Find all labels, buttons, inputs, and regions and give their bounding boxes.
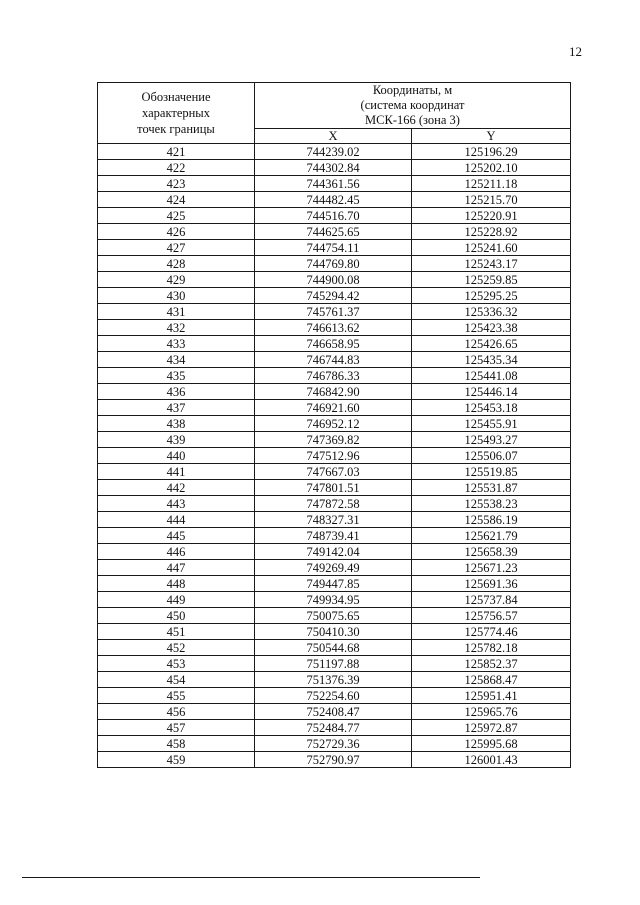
x-coordinate-cell: 749447.85: [255, 576, 412, 592]
point-id-cell: 428: [98, 256, 255, 272]
point-id-cell: 447: [98, 560, 255, 576]
point-id-cell: 435: [98, 368, 255, 384]
y-coordinate-cell: 125756.57: [412, 608, 571, 624]
point-id-cell: 459: [98, 752, 255, 768]
y-coordinate-cell: 125951.41: [412, 688, 571, 704]
point-id-cell: 421: [98, 144, 255, 160]
table-row: [98, 704, 571, 720]
x-coordinate-cell: 752254.60: [255, 688, 412, 704]
y-coordinate-cell: 125228.92: [412, 224, 571, 240]
y-coordinate-cell: 125691.36: [412, 576, 571, 592]
point-id-cell: 450: [98, 608, 255, 624]
table-row: [98, 352, 571, 368]
y-coordinate-cell: 125995.68: [412, 736, 571, 752]
y-coordinate-cell: 125435.34: [412, 352, 571, 368]
point-id-cell: 438: [98, 416, 255, 432]
y-coordinate-cell: 125220.91: [412, 208, 571, 224]
table-row: [98, 192, 571, 208]
table-row: [98, 624, 571, 640]
page-number: 12: [569, 44, 582, 59]
x-coordinate-cell: 744302.84: [255, 160, 412, 176]
y-coordinate-cell: 125586.19: [412, 512, 571, 528]
point-id-cell: 455: [98, 688, 255, 704]
x-coordinate-cell: 744361.56: [255, 176, 412, 192]
table-row: [98, 160, 571, 176]
y-coordinate-cell: 125455.91: [412, 416, 571, 432]
x-coordinate-cell: 746658.95: [255, 336, 412, 352]
y-coordinate-cell: 125621.79: [412, 528, 571, 544]
x-coordinate-cell: 744516.70: [255, 208, 412, 224]
y-coordinate-cell: 125446.14: [412, 384, 571, 400]
point-id-cell: 430: [98, 288, 255, 304]
x-coordinate-cell: 746952.12: [255, 416, 412, 432]
table-row: [98, 432, 571, 448]
y-coordinate-cell: 125441.08: [412, 368, 571, 384]
y-coordinate-cell: 125215.70: [412, 192, 571, 208]
table-header: [98, 83, 571, 144]
table-row: [98, 144, 571, 160]
x-coordinate-cell: 748739.41: [255, 528, 412, 544]
point-id-cell: 425: [98, 208, 255, 224]
y-coordinate-cell: 125295.25: [412, 288, 571, 304]
y-coordinate-cell: 126001.43: [412, 752, 571, 768]
x-coordinate-cell: 744239.02: [255, 144, 412, 160]
y-coordinate-cell: 125852.37: [412, 656, 571, 672]
y-coordinate-cell: 125868.47: [412, 672, 571, 688]
x-coordinate-cell: 747512.96: [255, 448, 412, 464]
table-row: [98, 320, 571, 336]
table-row: [98, 496, 571, 512]
header-coordinates: [255, 83, 571, 129]
y-coordinate-cell: 125531.87: [412, 480, 571, 496]
point-id-cell: 457: [98, 720, 255, 736]
y-coordinate-cell: 125241.60: [412, 240, 571, 256]
y-coordinate-cell: 125243.17: [412, 256, 571, 272]
x-coordinate-cell: 752790.97: [255, 752, 412, 768]
point-id-cell: 458: [98, 736, 255, 752]
point-id-cell: 453: [98, 656, 255, 672]
point-id-cell: 446: [98, 544, 255, 560]
y-coordinate-cell: 125782.18: [412, 640, 571, 656]
table-body: [98, 144, 571, 768]
y-coordinate-cell: 125506.07: [412, 448, 571, 464]
table-row: [98, 208, 571, 224]
header-coordinates-label: Координаты, м (система координат МСК-166 (зона 3): [360, 83, 465, 127]
x-coordinate-cell: 751197.88: [255, 656, 412, 672]
table-row: [98, 336, 571, 352]
x-coordinate-cell: 746921.60: [255, 400, 412, 416]
point-id-cell: 440: [98, 448, 255, 464]
x-coordinate-cell: 750075.65: [255, 608, 412, 624]
y-coordinate-cell: 125423.38: [412, 320, 571, 336]
table-row: [98, 480, 571, 496]
x-coordinate-cell: 747369.82: [255, 432, 412, 448]
table-row: [98, 688, 571, 704]
point-id-cell: 456: [98, 704, 255, 720]
x-coordinate-cell: 745761.37: [255, 304, 412, 320]
x-coordinate-cell: 752408.47: [255, 704, 412, 720]
point-id-cell: 437: [98, 400, 255, 416]
table-row: [98, 560, 571, 576]
point-id-cell: 432: [98, 320, 255, 336]
header-points-label: Обозначение характерных точек границы: [137, 90, 215, 136]
table-row: [98, 592, 571, 608]
x-coordinate-cell: 749934.95: [255, 592, 412, 608]
point-id-cell: 443: [98, 496, 255, 512]
x-coordinate-cell: 751376.39: [255, 672, 412, 688]
table-row: [98, 224, 571, 240]
point-id-cell: 449: [98, 592, 255, 608]
point-id-cell: 422: [98, 160, 255, 176]
point-id-cell: 441: [98, 464, 255, 480]
point-id-cell: 442: [98, 480, 255, 496]
y-coordinate-cell: 125538.23: [412, 496, 571, 512]
x-coordinate-cell: 748327.31: [255, 512, 412, 528]
header-y: Y: [412, 129, 571, 144]
table-row: [98, 672, 571, 688]
table-row: [98, 752, 571, 768]
table-row: [98, 544, 571, 560]
x-coordinate-cell: 744754.11: [255, 240, 412, 256]
point-id-cell: 434: [98, 352, 255, 368]
table-row: [98, 304, 571, 320]
x-coordinate-cell: 750410.30: [255, 624, 412, 640]
table-row: [98, 464, 571, 480]
x-coordinate-cell: 747667.03: [255, 464, 412, 480]
x-coordinate-cell: 746613.62: [255, 320, 412, 336]
y-coordinate-cell: 125737.84: [412, 592, 571, 608]
table-row: [98, 448, 571, 464]
footer-rule: [22, 877, 480, 878]
table-row: [98, 720, 571, 736]
x-coordinate-cell: 752729.36: [255, 736, 412, 752]
point-id-cell: 423: [98, 176, 255, 192]
table-row: [98, 272, 571, 288]
point-id-cell: 427: [98, 240, 255, 256]
table-row: [98, 736, 571, 752]
y-coordinate-cell: 125259.85: [412, 272, 571, 288]
table-row: [98, 288, 571, 304]
table-row: [98, 416, 571, 432]
point-id-cell: 454: [98, 672, 255, 688]
point-id-cell: 429: [98, 272, 255, 288]
point-id-cell: 436: [98, 384, 255, 400]
point-id-cell: 431: [98, 304, 255, 320]
y-coordinate-cell: 125196.29: [412, 144, 571, 160]
table-row: [98, 528, 571, 544]
table-row: [98, 384, 571, 400]
x-coordinate-cell: 749269.49: [255, 560, 412, 576]
y-coordinate-cell: 125965.76: [412, 704, 571, 720]
y-coordinate-cell: 125972.87: [412, 720, 571, 736]
point-id-cell: 433: [98, 336, 255, 352]
x-coordinate-cell: 747872.58: [255, 496, 412, 512]
point-id-cell: 439: [98, 432, 255, 448]
table-row: [98, 400, 571, 416]
x-coordinate-cell: 749142.04: [255, 544, 412, 560]
x-coordinate-cell: 744625.65: [255, 224, 412, 240]
point-id-cell: 451: [98, 624, 255, 640]
table-row: [98, 240, 571, 256]
x-coordinate-cell: 746842.90: [255, 384, 412, 400]
y-coordinate-cell: 125671.23: [412, 560, 571, 576]
table-row: [98, 608, 571, 624]
x-coordinate-cell: 747801.51: [255, 480, 412, 496]
header-points: [98, 83, 255, 144]
y-coordinate-cell: 125336.32: [412, 304, 571, 320]
y-coordinate-cell: 125211.18: [412, 176, 571, 192]
y-coordinate-cell: 125493.27: [412, 432, 571, 448]
point-id-cell: 444: [98, 512, 255, 528]
y-coordinate-cell: 125202.10: [412, 160, 571, 176]
x-coordinate-cell: 746744.83: [255, 352, 412, 368]
coordinates-table: [97, 82, 571, 768]
table-row: [98, 512, 571, 528]
table-row: [98, 256, 571, 272]
table-row: [98, 176, 571, 192]
point-id-cell: 452: [98, 640, 255, 656]
x-coordinate-cell: 744482.45: [255, 192, 412, 208]
y-coordinate-cell: 125774.46: [412, 624, 571, 640]
table-row: [98, 576, 571, 592]
point-id-cell: 448: [98, 576, 255, 592]
x-coordinate-cell: 744900.08: [255, 272, 412, 288]
y-coordinate-cell: 125426.65: [412, 336, 571, 352]
x-coordinate-cell: 750544.68: [255, 640, 412, 656]
table-row: [98, 656, 571, 672]
x-coordinate-cell: 745294.42: [255, 288, 412, 304]
x-coordinate-cell: 744769.80: [255, 256, 412, 272]
y-coordinate-cell: 125519.85: [412, 464, 571, 480]
x-coordinate-cell: 752484.77: [255, 720, 412, 736]
point-id-cell: 426: [98, 224, 255, 240]
point-id-cell: 424: [98, 192, 255, 208]
point-id-cell: 445: [98, 528, 255, 544]
header-x: X: [255, 129, 412, 144]
y-coordinate-cell: 125453.18: [412, 400, 571, 416]
table-row: [98, 640, 571, 656]
y-coordinate-cell: 125658.39: [412, 544, 571, 560]
x-coordinate-cell: 746786.33: [255, 368, 412, 384]
table-row: [98, 368, 571, 384]
